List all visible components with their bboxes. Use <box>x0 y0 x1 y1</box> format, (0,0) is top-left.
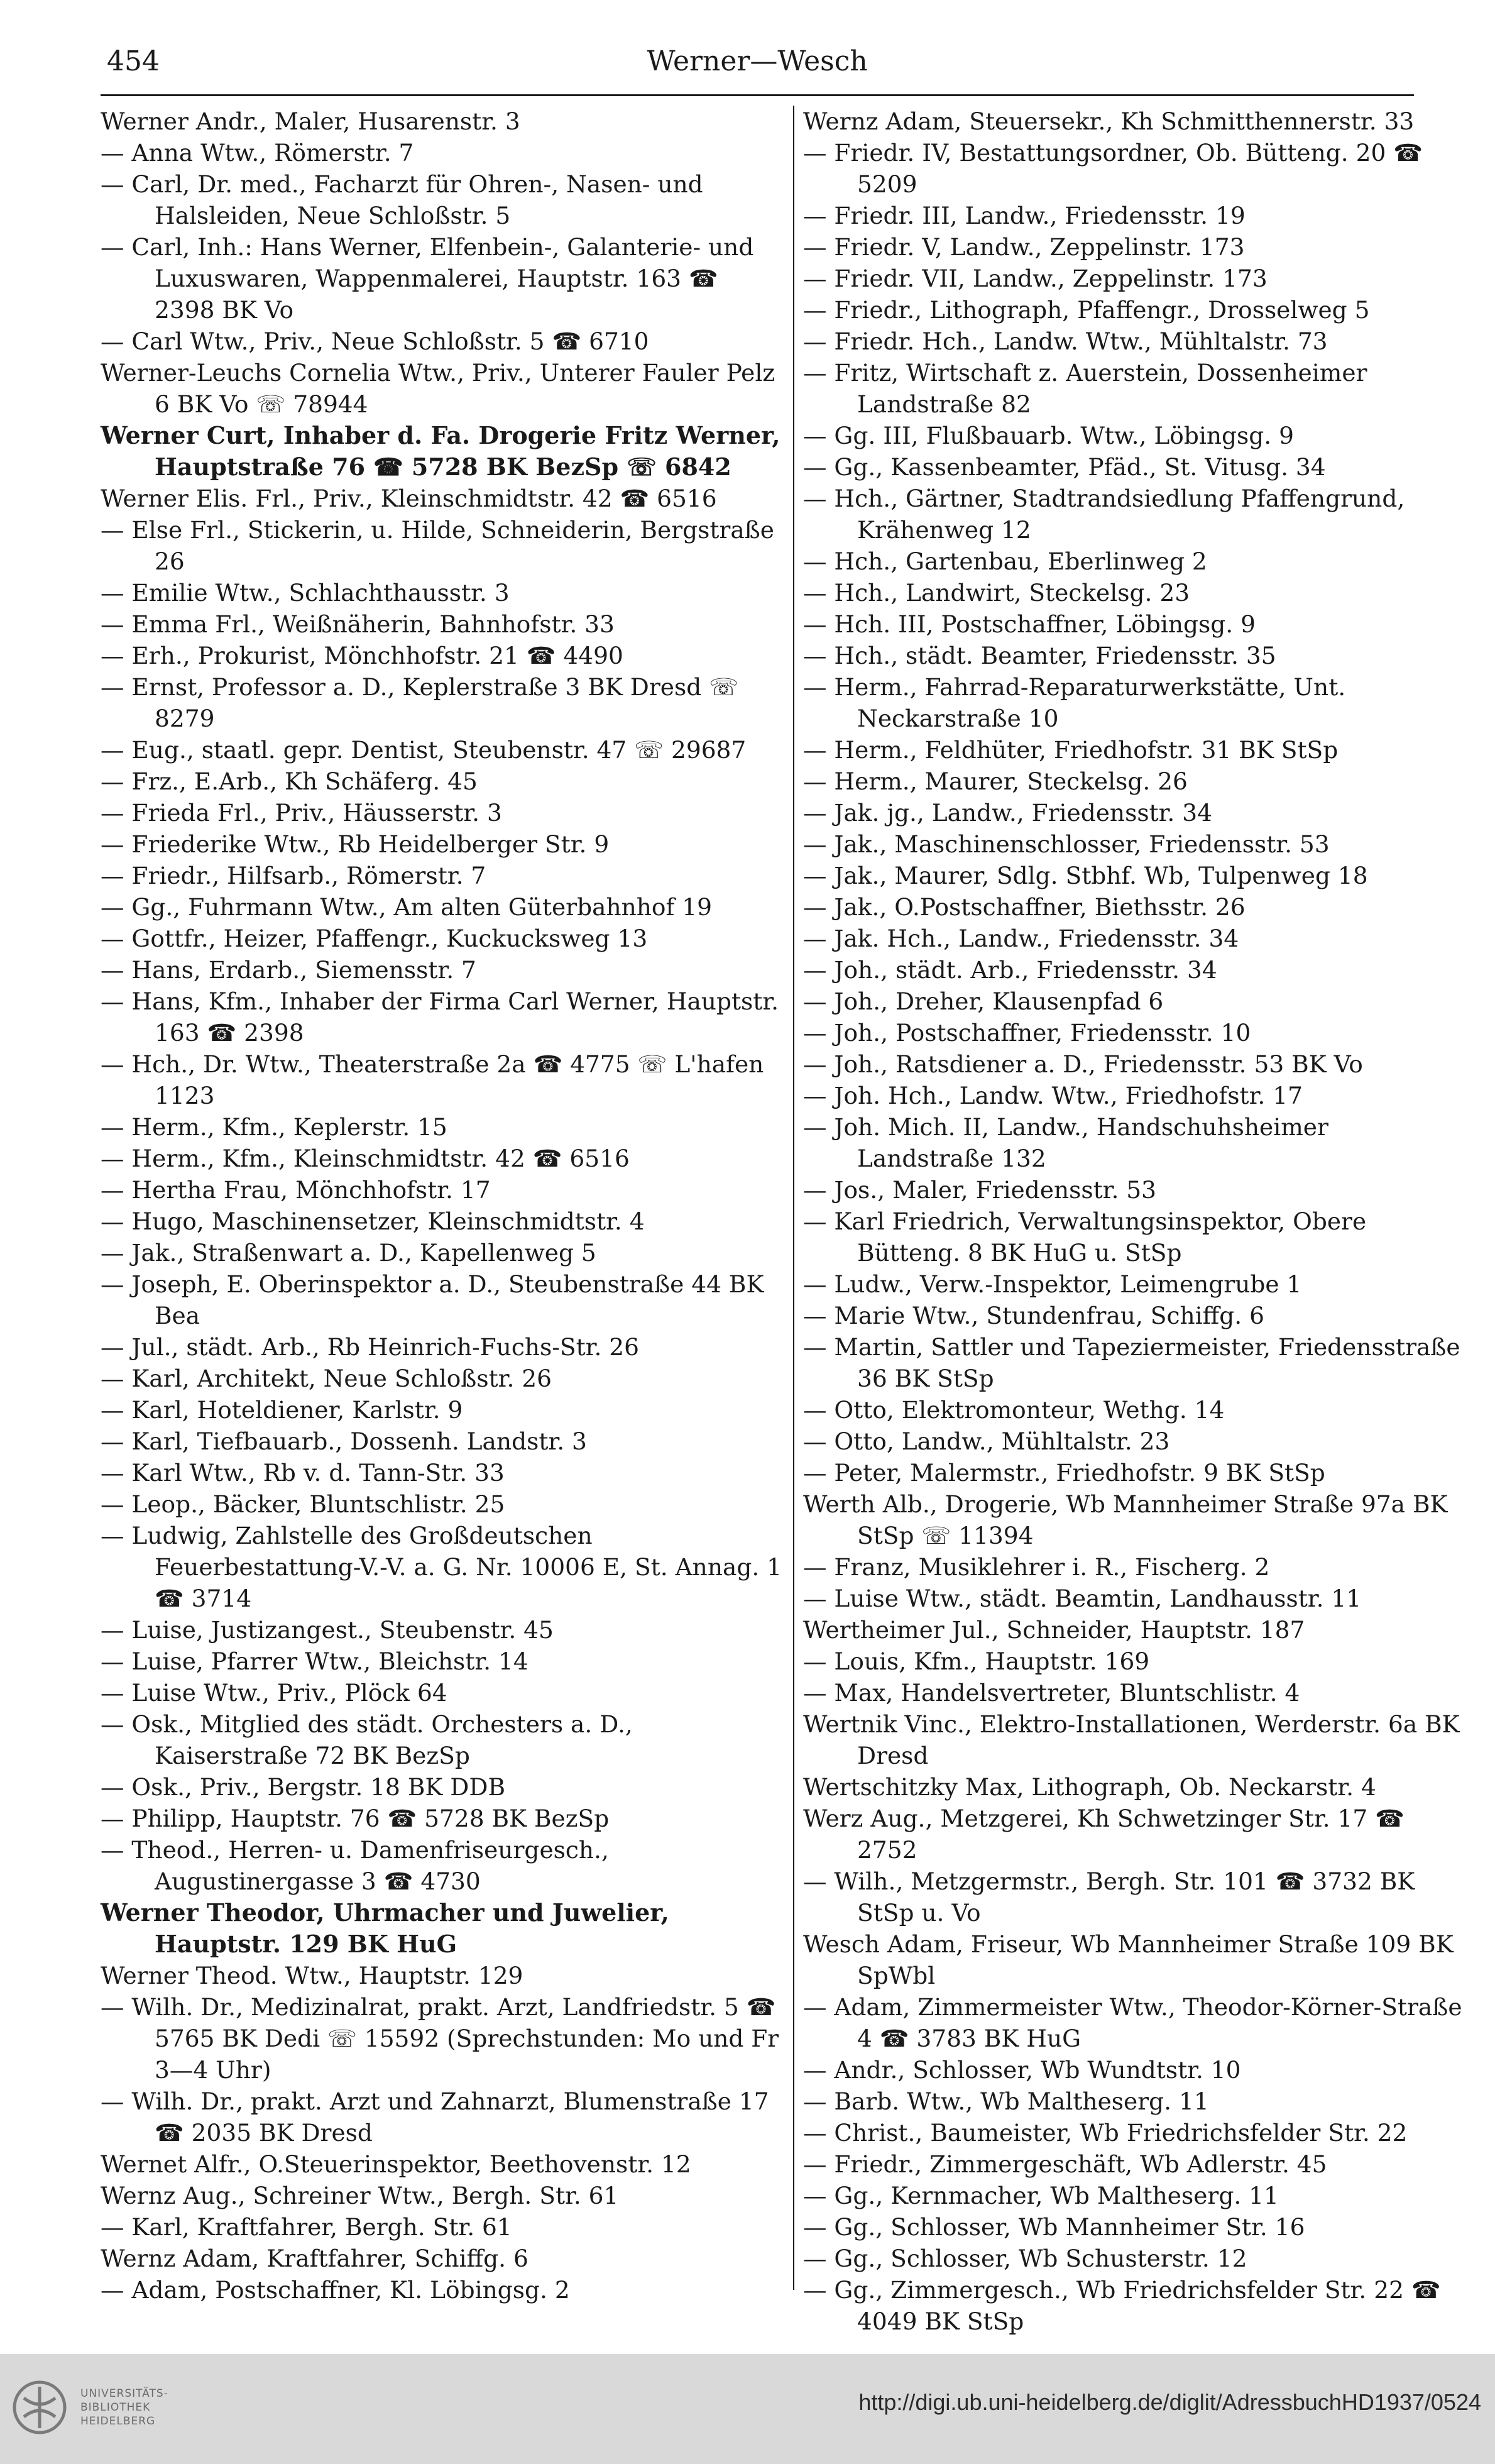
directory-entry <box>803 1017 1469 1048</box>
entry-text: — Jos., Maler, Friedensstr. 53 <box>803 1176 1157 1204</box>
directory-entry <box>803 923 1469 954</box>
directory-entry <box>803 1614 1469 1646</box>
entry-text: — Joh. Mich. II, Landw., Handschuhsheimer Landstraße 132 <box>803 1113 1336 1172</box>
entry-text: — Jak. jg., Landw., Friedensstr. 34 <box>803 799 1212 827</box>
entry-text: — Hans, Erdarb., Siemensstr. 7 <box>101 956 476 984</box>
directory-entry <box>101 168 786 231</box>
directory-entry <box>803 2243 1469 2274</box>
directory-entry <box>803 1551 1469 1583</box>
directory-entry <box>803 1048 1469 1080</box>
entry-text: — Karl, Hoteldiener, Karlstr. 9 <box>101 1396 463 1424</box>
directory-entry <box>803 1300 1469 1331</box>
entry-text: — Luise Wtw., städt. Beamtin, Landhausstr. 11 <box>803 1585 1362 1612</box>
directory-entry <box>803 1866 1469 1928</box>
directory-entry <box>101 1048 786 1111</box>
entry-text: — Anna Wtw., Römerstr. 7 <box>101 139 414 167</box>
entry-text: — Marie Wtw., Stundenfrau, Schiffg. 6 <box>803 1302 1264 1329</box>
directory-entry <box>101 1268 786 1331</box>
entry-text: — Karl Wtw., Rb v. d. Tann-Str. 33 <box>101 1459 505 1487</box>
entry-text: — Otto, Landw., Mühltalstr. 23 <box>803 1427 1170 1455</box>
entry-text: — Herm., Maurer, Steckelsg. 26 <box>803 767 1188 795</box>
entry-text: — Herm., Kfm., Keplerstr. 15 <box>101 1113 447 1141</box>
entry-text: Werner Curt, Inhaber d. Fa. Drogerie Fritz Werner, Hauptstraße 76 ☎ 5728 BK BezSp ☏ 6842 <box>101 421 789 481</box>
entry-text: — Friedr. Hch., Landw. Wtw., Mühltalstr. 73 <box>803 327 1328 355</box>
entry-text: — Gg., Schlosser, Wb Schusterstr. 12 <box>803 2245 1247 2272</box>
directory-entry <box>803 986 1469 1017</box>
directory-entry <box>101 766 786 797</box>
directory-entry <box>101 640 786 671</box>
directory-entry <box>803 1803 1469 1866</box>
entry-text: — Friedr., Lithograph, Pfaffengr., Drosselweg 5 <box>803 296 1370 324</box>
entry-text: — Barb. Wtw., Wb Maltheserg. 11 <box>803 2087 1209 2115</box>
entry-text: — Joh., städt. Arb., Friedensstr. 34 <box>803 956 1217 984</box>
directory-entry <box>803 2180 1469 2211</box>
library-seal-icon <box>11 2379 68 2436</box>
directory-entry <box>803 2274 1469 2337</box>
directory-entry <box>803 106 1469 137</box>
directory-entry <box>803 577 1469 608</box>
entry-text: — Karl, Kraftfahrer, Bergh. Str. 61 <box>101 2213 512 2241</box>
entry-text: — Hertha Frau, Mönchhofstr. 17 <box>101 1176 491 1204</box>
directory-entry <box>803 860 1469 891</box>
directory-entry <box>803 1457 1469 1488</box>
entry-text: — Luise Wtw., Priv., Plöck 64 <box>101 1679 447 1707</box>
directory-entry <box>101 797 786 828</box>
entry-text: — Peter, Malermstr., Friedhofstr. 9 BK StSp <box>803 1459 1325 1487</box>
entry-text: — Friedr., Zimmergeschäft, Wb Adlerstr. 45 <box>803 2150 1327 2178</box>
entry-text: — Hch., städt. Beamter, Friedensstr. 35 <box>803 642 1276 669</box>
entry-text: — Wilh. Dr., prakt. Arzt und Zahnarzt, Blumenstraße 17 ☎ 2035 BK Dresd <box>101 2087 777 2147</box>
entry-text: Wertnik Vinc., Elektro-Installationen, Werderstr. 6a BK Dresd <box>803 1710 1467 1769</box>
directory-entry <box>803 2211 1469 2243</box>
directory-entry <box>101 1331 786 1363</box>
directory-entry <box>101 671 786 734</box>
entry-text: — Friedr. V, Landw., Zeppelinstr. 173 <box>803 233 1245 261</box>
directory-entry <box>101 1174 786 1206</box>
entry-text: — Hch. III, Postschaffner, Löbingsg. 9 <box>803 610 1256 638</box>
directory-entry <box>101 2148 786 2180</box>
directory-entry <box>101 1111 786 1143</box>
directory-entry <box>803 1928 1469 1991</box>
entry-text: — Joh., Dreher, Klausenpfad 6 <box>803 987 1164 1015</box>
directory-entry <box>803 1708 1469 1771</box>
entry-text: — Martin, Sattler und Tapeziermeister, Friedensstraße 36 BK StSp <box>803 1333 1468 1392</box>
entry-text: — Frz., E.Arb., Kh Schäferg. 45 <box>101 767 478 795</box>
entry-text: — Gg., Zimmergesch., Wb Friedrichsfelder Str. 22 ☎ 4049 BK StSp <box>803 2276 1448 2335</box>
entry-text: — Hans, Kfm., Inhaber der Firma Carl Werner, Hauptstr. 163 ☎ 2398 <box>101 987 786 1047</box>
directory-entry <box>803 1394 1469 1426</box>
directory-entry <box>101 357 786 420</box>
library-name-line: HEIDELBERG <box>80 2415 156 2428</box>
directory-entry <box>101 1771 786 1803</box>
entry-text: — Philipp, Hauptstr. 76 ☎ 5728 BK BezSp <box>101 1805 610 1832</box>
entry-text: — Jak., O.Postschaffner, Biethsstr. 26 <box>803 893 1246 921</box>
directory-entry <box>101 954 786 986</box>
entry-text: — Otto, Elektromonteur, Wethg. 14 <box>803 1396 1225 1424</box>
directory-entry <box>101 1803 786 1834</box>
entry-text: — Gottfr., Heizer, Pfaffengr., Kuckucksweg 13 <box>101 925 648 952</box>
entry-text: Wernz Adam, Kraftfahrer, Schiffg. 6 <box>101 2245 528 2272</box>
entry-text: — Gg., Schlosser, Wb Mannheimer Str. 16 <box>803 2213 1305 2241</box>
left-column <box>101 106 789 2306</box>
entry-text: — Wilh. Dr., Medizinalrat, prakt. Arzt, Landfriedstr. 5 ☎ 5765 BK Dedi ☏ 15592 (Sprechstunden: Mo und Fr 3—4 Uhr) <box>101 1993 787 2084</box>
directory-entry <box>803 1111 1469 1174</box>
running-head: Werner—Wesch <box>647 45 868 77</box>
directory-entry <box>803 1646 1469 1677</box>
directory-entry <box>101 1646 786 1677</box>
entry-text: Wertschitzky Max, Lithograph, Ob. Neckarstr. 4 <box>803 1773 1376 1801</box>
entry-text: — Hch., Dr. Wtw., Theaterstraße 2a ☎ 4775 ☏ L'hafen 1123 <box>101 1050 772 1109</box>
entry-text: — Eug., staatl. gepr. Dentist, Steubenstr. 47 ☏ 29687 <box>101 736 747 764</box>
entry-text: — Leop., Bäcker, Bluntschlistr. 25 <box>101 1490 505 1518</box>
entry-text: — Franz, Musiklehrer i. R., Fischerg. 2 <box>803 1553 1270 1581</box>
entry-text: Wernet Alfr., O.Steuerinspektor, Beethovenstr. 12 <box>101 2150 691 2178</box>
directory-entry <box>101 1834 786 1897</box>
entry-text: — Herm., Kfm., Kleinschmidtstr. 42 ☎ 6516 <box>101 1145 630 1172</box>
directory-entry <box>803 1426 1469 1457</box>
directory-entry <box>803 294 1469 326</box>
entry-text: Werner Andr., Maler, Husarenstr. 3 <box>101 107 520 135</box>
entry-text: — Frieda Frl., Priv., Häusserstr. 3 <box>101 799 502 827</box>
directory-entry <box>803 451 1469 483</box>
directory-entry <box>803 2117 1469 2148</box>
entry-text: — Luise, Justizangest., Steubenstr. 45 <box>101 1616 554 1644</box>
directory-entry <box>101 923 786 954</box>
entry-text: — Karl, Tiefbauarb., Dossenh. Landstr. 3 <box>101 1427 587 1455</box>
directory-entry <box>101 1960 786 1991</box>
entry-text: — Erh., Prokurist, Mönchhofstr. 21 ☎ 4490 <box>101 642 623 669</box>
directory-entry <box>101 1426 786 1457</box>
directory-entry <box>803 828 1469 860</box>
directory-entry <box>803 1771 1469 1803</box>
directory-entry <box>803 1331 1469 1394</box>
entry-text: — Else Frl., Stickerin, u. Hilde, Schneiderin, Bergstraße 26 <box>101 516 782 575</box>
directory-entry <box>101 1897 786 1960</box>
right-column <box>803 106 1470 2335</box>
directory-entry <box>101 137 786 168</box>
directory-entry <box>101 1614 786 1646</box>
directory-entry <box>101 891 786 923</box>
directory-entry <box>803 734 1469 766</box>
directory-entry <box>101 860 786 891</box>
directory-entry <box>803 420 1469 451</box>
entry-text: — Joseph, E. Oberinspektor a. D., Steubenstraße 44 BK Bea <box>101 1270 772 1329</box>
entry-text: — Ernst, Professor a. D., Keplerstraße 3 BK Dresd ☏ 8279 <box>101 673 746 732</box>
directory-entry <box>101 1457 786 1488</box>
library-name-line: BIBLIOTHEK <box>80 2401 151 2414</box>
entry-text: — Joh., Postschaffner, Friedensstr. 10 <box>803 1019 1251 1047</box>
directory-entry <box>803 2148 1469 2180</box>
entry-text: — Carl, Dr. med., Facharzt für Ohren-, Nasen- und Halsleiden, Neue Schloßstr. 5 <box>101 170 711 229</box>
entry-text: — Herm., Fahrrad-Reparaturwerkstätte, Unt. Neckarstraße 10 <box>803 673 1354 732</box>
header-rule <box>101 94 1414 96</box>
directory-entry <box>803 797 1469 828</box>
directory-entry <box>803 1080 1469 1111</box>
directory-entry <box>101 986 786 1048</box>
directory-entry <box>101 734 786 766</box>
directory-entry <box>803 546 1469 577</box>
directory-entry <box>803 766 1469 797</box>
directory-entry <box>803 1991 1469 2054</box>
entry-text: — Emma Frl., Weißnäherin, Bahnhofstr. 33 <box>101 610 615 638</box>
directory-entry <box>803 1174 1469 1206</box>
directory-entry <box>803 671 1469 734</box>
directory-entry <box>101 231 786 326</box>
directory-entry <box>803 137 1469 200</box>
directory-entry <box>101 1363 786 1394</box>
entry-text: Wesch Adam, Friseur, Wb Mannheimer Straße 109 BK SpWbl <box>803 1930 1461 1989</box>
entry-text: Werth Alb., Drogerie, Wb Mannheimer Straße 97a BK StSp ☏ 11394 <box>803 1490 1455 1549</box>
library-name-line: UNIVERSITÄTS- <box>80 2387 168 2400</box>
source-url[interactable]: http://digi.ub.uni-heidelberg.de/diglit/AdressbuchHD1937/0524 <box>858 2389 1481 2415</box>
entry-text: — Gg., Fuhrmann Wtw., Am alten Güterbahnhof 19 <box>101 893 713 921</box>
entry-text: Werner Elis. Frl., Priv., Kleinschmidtstr. 42 ☎ 6516 <box>101 485 717 512</box>
entry-text: — Hch., Landwirt, Steckelsg. 23 <box>803 579 1190 607</box>
directory-entry <box>803 357 1469 420</box>
entry-text: — Jak., Maschinenschlosser, Friedensstr. 53 <box>803 830 1330 858</box>
directory-entry <box>803 200 1469 231</box>
directory-entry <box>101 514 786 577</box>
entry-text: — Karl Friedrich, Verwaltungsinspektor, Obere Bütteng. 8 BK HuG u. StSp <box>803 1207 1374 1267</box>
entry-text: Werz Aug., Metzgerei, Kh Schwetzinger Str. 17 ☎ 2752 <box>803 1805 1412 1864</box>
entry-text: — Friedr. III, Landw., Friedensstr. 19 <box>803 202 1246 229</box>
directory-entry <box>101 828 786 860</box>
directory-entry <box>101 1677 786 1708</box>
entry-text: — Emilie Wtw., Schlachthausstr. 3 <box>101 579 510 607</box>
column-divider <box>793 106 794 2290</box>
entry-text: Wertheimer Jul., Schneider, Hauptstr. 187 <box>803 1616 1305 1644</box>
page-number: 454 <box>107 45 160 77</box>
entry-text: — Fritz, Wirtschaft z. Auerstein, Dossenheimer Landstraße 82 <box>803 359 1375 418</box>
directory-entry <box>101 2243 786 2274</box>
entry-text: Wernz Aug., Schreiner Wtw., Bergh. Str. 61 <box>101 2182 619 2209</box>
entry-text: — Gg. III, Flußbauarb. Wtw., Löbingsg. 9 <box>803 422 1294 449</box>
directory-entry <box>101 483 786 514</box>
entry-text: — Hugo, Maschinensetzer, Kleinschmidtstr. 4 <box>101 1207 645 1235</box>
directory-entry <box>803 2086 1469 2117</box>
directory-entry <box>101 1708 786 1771</box>
directory-entry <box>101 1520 789 1614</box>
entry-text: — Friedr., Hilfsarb., Römerstr. 7 <box>101 862 486 889</box>
directory-entry <box>803 483 1469 546</box>
directory-entry <box>101 2211 786 2243</box>
directory-entry <box>101 2086 786 2148</box>
entry-text: — Osk., Mitglied des städt. Orchesters a. D., Kaiserstraße 72 BK BezSp <box>101 1710 640 1769</box>
directory-entry <box>803 2054 1469 2086</box>
entry-text: — Gg., Kassenbeamter, Pfäd., St. Vitusg. 34 <box>803 453 1326 481</box>
directory-entry <box>803 263 1469 294</box>
entry-text: Werner Theod. Wtw., Hauptstr. 129 <box>101 1962 523 1989</box>
entry-text: Wernz Adam, Steuersekr., Kh Schmitthennerstr. 33 <box>803 107 1415 135</box>
entry-text: Werner-Leuchs Cornelia Wtw., Priv., Unterer Fauler Pelz 6 BK Vo ☏ 78944 <box>101 359 782 418</box>
directory-entry <box>101 608 786 640</box>
entry-text: — Theod., Herren- u. Damenfriseurgesch., Augustinergasse 3 ☎ 4730 <box>101 1836 616 1895</box>
entry-text: — Wilh., Metzgermstr., Bergh. Str. 101 ☎ 3732 BK StSp u. Vo <box>803 1867 1423 1927</box>
entry-text: — Adam, Zimmermeister Wtw., Theodor-Körner-Straße 4 ☎ 3783 BK HuG <box>803 1993 1470 2052</box>
entry-text: — Jak. Hch., Landw., Friedensstr. 34 <box>803 925 1239 952</box>
library-logo[interactable] <box>11 2373 200 2448</box>
directory-entry <box>101 2274 786 2306</box>
library-name <box>80 2387 168 2428</box>
entry-text: — Gg., Kernmacher, Wb Maltheserg. 11 <box>803 2182 1279 2209</box>
directory-entry <box>803 326 1469 357</box>
entry-text: — Osk., Priv., Bergstr. 18 BK DDB <box>101 1773 506 1801</box>
entry-text: — Friedr. VII, Landw., Zeppelinstr. 173 <box>803 265 1268 292</box>
entry-text: — Christ., Baumeister, Wb Friedrichsfelder Str. 22 <box>803 2119 1408 2147</box>
entry-text: — Jul., städt. Arb., Rb Heinrich-Fuchs-Str. 26 <box>101 1333 640 1361</box>
entry-text: — Karl, Architekt, Neue Schloßstr. 26 <box>101 1365 552 1392</box>
entry-text: Werner Theodor, Uhrmacher und Juwelier, Hauptstr. 129 BK HuG <box>101 1898 678 1958</box>
entry-text: — Carl Wtw., Priv., Neue Schloßstr. 5 ☎ 6710 <box>101 327 649 355</box>
directory-entry <box>803 1488 1469 1551</box>
entry-text: — Jak., Maurer, Sdlg. Stbhf. Wb, Tulpenweg 18 <box>803 862 1368 889</box>
directory-entry <box>101 420 789 483</box>
entry-text: — Ludwig, Zahlstelle des Großdeutschen Feuerbestattung-V.-V. a. G. Nr. 10006 E, St. Annag. 1 ☎ 3714 <box>101 1522 789 1612</box>
entry-text: — Luise, Pfarrer Wtw., Bleichstr. 14 <box>101 1647 528 1675</box>
directory-entry <box>101 1237 786 1268</box>
entry-text: — Joh. Hch., Landw. Wtw., Friedhofstr. 17 <box>803 1082 1303 1109</box>
directory-entry <box>803 1677 1469 1708</box>
page-header <box>101 45 1414 89</box>
directory-entry <box>803 231 1469 263</box>
directory-entry <box>803 954 1469 986</box>
entry-text: — Carl, Inh.: Hans Werner, Elfenbein-, Galanterie- und Luxuswaren, Wappenmalerei, Hauptstr. 163 ☎ 2398 BK Vo <box>101 233 762 324</box>
entry-text: — Hch., Gärtner, Stadtrandsiedlung Pfaffengrund, Krähenweg 12 <box>803 485 1413 544</box>
directory-entry <box>803 608 1469 640</box>
directory-entry <box>101 1143 786 1174</box>
directory-entry <box>101 326 786 357</box>
entry-text: — Louis, Kfm., Hauptstr. 169 <box>803 1647 1150 1675</box>
directory-entry <box>101 1394 786 1426</box>
entry-text: — Friedr. IV, Bestattungsordner, Ob. Bütteng. 20 ☎ 5209 <box>803 139 1430 198</box>
directory-entry <box>803 640 1469 671</box>
directory-entry <box>803 1268 1469 1300</box>
directory-entry <box>101 1488 786 1520</box>
directory-entry <box>101 106 786 137</box>
directory-entry <box>803 1583 1469 1614</box>
entry-text: — Friederike Wtw., Rb Heidelberger Str. 9 <box>101 830 610 858</box>
entry-text: — Adam, Postschaffner, Kl. Löbingsg. 2 <box>101 2276 570 2304</box>
directory-entry <box>803 891 1469 923</box>
footer-bar <box>0 2354 1495 2464</box>
directory-entry <box>101 1991 786 2086</box>
entry-text: — Andr., Schlosser, Wb Wundtstr. 10 <box>803 2056 1241 2084</box>
entry-text: — Max, Handelsvertreter, Bluntschlistr. 4 <box>803 1679 1300 1707</box>
entry-text: — Hch., Gartenbau, Eberlinweg 2 <box>803 547 1207 575</box>
entry-text: — Ludw., Verw.-Inspektor, Leimengrube 1 <box>803 1270 1302 1298</box>
directory-entry <box>803 1206 1469 1268</box>
directory-entry <box>101 577 786 608</box>
directory-entry <box>101 1206 786 1237</box>
directory-entry <box>101 2180 786 2211</box>
entry-text: — Jak., Straßenwart a. D., Kapellenweg 5 <box>101 1239 596 1267</box>
entry-text: — Joh., Ratsdiener a. D., Friedensstr. 53 BK Vo <box>803 1050 1363 1078</box>
entry-text: — Herm., Feldhüter, Friedhofstr. 31 BK StSp <box>803 736 1339 764</box>
